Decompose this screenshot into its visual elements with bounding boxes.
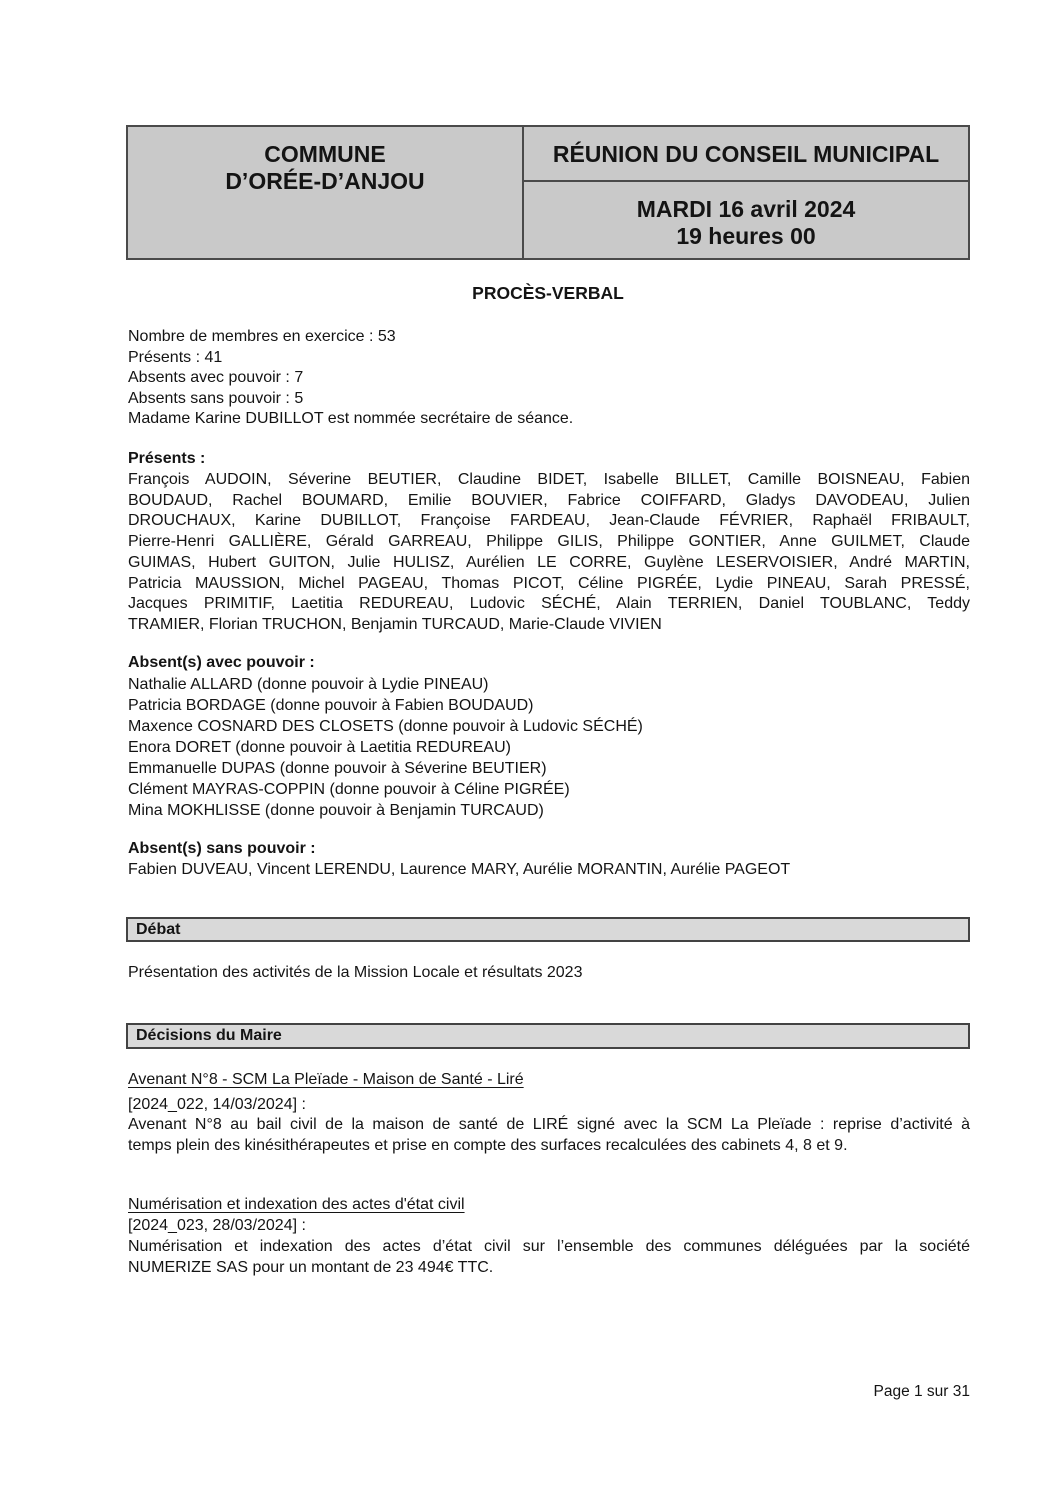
absent-avec-item: Nathalie ALLARD (donne pouvoir à Lydie PINEAU) <box>128 676 489 693</box>
presents-line: DROUCHAUX, Karine DUBILLOT, Françoise FARDEAU, Jean-Claude FÉVRIER, Raphaël FRIBAULT, <box>128 512 970 530</box>
absent-avec-item: Enora DORET (donne pouvoir à Laetitia REDUREAU) <box>128 739 511 756</box>
presents-line: BOUDAUD, Rachel BOUMARD, Emilie BOUVIER, Fabrice COIFFARD, Gladys DAVODEAU, Julien <box>128 491 970 509</box>
meeting-time: 19 heures 00 <box>676 223 816 249</box>
absents-avec-list <box>128 674 970 821</box>
decision-1-body-line: temps plein des kinésithérapeutes et prise en compte des surfaces recalculées des cabinets 4, 8 et 9. <box>128 1136 848 1154</box>
decision-2-body-line: NUMERIZE SAS pour un montant de 23 494€ TTC. <box>128 1258 494 1276</box>
absents-sans-heading: Absent(s) sans pouvoir : <box>128 840 316 857</box>
presents-line: GUIMAS, Hubert GUITON, Julie HULISZ, Aurélien LE CORRE, Guylène LESERVOISIER, André MARTIN, <box>128 553 970 571</box>
commune-cell <box>128 127 524 258</box>
decision-1-reference: [2024_022, 14/03/2024] : <box>128 1096 306 1113</box>
decision-2-body-line: Numérisation et indexation des actes d’état civil sur l’ensemble des communes déléguées par la société <box>128 1238 970 1255</box>
decision-1-title: Avenant N°8 - SCM La Pleïade - Maison de Santé - Liré <box>128 1071 524 1088</box>
meeting-cell <box>524 127 968 258</box>
decision-2-title: Numérisation et indexation des actes d'état civil <box>128 1196 465 1213</box>
stat-absents-avec: Absents avec pouvoir : 7 <box>128 369 304 386</box>
meeting-date: MARDI 16 avril 2024 <box>636 196 856 222</box>
presents-heading: Présents : <box>128 450 206 467</box>
decision-2-body <box>128 1237 970 1278</box>
document-title: PROCÈS-VERBAL <box>472 283 624 303</box>
commune-line1: COMMUNE <box>264 141 386 167</box>
absent-avec-item: Maxence COSNARD DES CLOSETS (donne pouvoir à Ludovic SÉCHÉ) <box>128 718 643 735</box>
absent-avec-item: Emmanuelle DUPAS (donne pouvoir à Séverine BEUTIER) <box>128 760 547 777</box>
page-number: Page 1 sur 31 <box>873 1383 970 1400</box>
presents-line: Jacques PRIMITIF, Laetitia REDUREAU, Ludovic SÉCHÉ, Alain TERRIEN, Daniel TOUBLANC, Teddy <box>128 595 970 613</box>
attendance-stats <box>128 327 970 430</box>
presents-line: Pierre-Henri GALLIÈRE, Gérald GARREAU, Philippe GILIS, Philippe GONTIER, Anne GUILMET, Claude <box>128 533 970 551</box>
presents-line: Patricia MAUSSION, Michel PAGEAU, Thomas PICOT, Céline PIGRÉE, Lydie PINEAU, Sarah PRESSÉ, <box>128 574 970 592</box>
absents-sans-list: Fabien DUVEAU, Vincent LERENDU, Laurence MARY, Aurélie MORANTIN, Aurélie PAGEOT <box>128 861 791 878</box>
stat-members: Nombre de membres en exercice : 53 <box>128 328 396 345</box>
absents-avec-heading: Absent(s) avec pouvoir : <box>128 654 315 671</box>
stat-secretary: Madame Karine DUBILLOT est nommée secrétaire de séance. <box>128 410 574 427</box>
absent-avec-item: Patricia BORDAGE (donne pouvoir à Fabien BOUDAUD) <box>128 697 534 714</box>
absent-avec-item: Clément MAYRAS-COPPIN (donne pouvoir à Céline PIGRÉE) <box>128 781 570 798</box>
decision-2-reference: [2024_023, 28/03/2024] : <box>128 1217 306 1234</box>
commune-line2: D’ORÉE-D’ANJOU <box>225 168 425 194</box>
debat-section-bar: Débat <box>126 917 970 942</box>
presents-line: François AUDOIN, Séverine BEUTIER, Claudine BIDET, Isabelle BILLET, Camille BOISNEAU, Fabien <box>128 471 970 488</box>
meeting-datetime <box>524 182 968 258</box>
header-table <box>126 125 970 260</box>
decisions-section-bar: Décisions du Maire <box>126 1023 970 1049</box>
stat-absents-sans: Absents sans pouvoir : 5 <box>128 389 304 407</box>
decision-1-body <box>128 1115 970 1156</box>
presents-line: TRAMIER, Florian TRUCHON, Benjamin TURCAUD, Marie-Claude VIVIEN <box>128 615 662 633</box>
absent-avec-item: Mina MOKHLISSE (donne pouvoir à Benjamin TURCAUD) <box>128 802 544 819</box>
meeting-title: RÉUNION DU CONSEIL MUNICIPAL <box>524 127 968 182</box>
stat-presents: Présents : 41 <box>128 348 223 366</box>
presents-list <box>128 470 970 636</box>
decision-1-body-line: Avenant N°8 au bail civil de la maison de santé de LIRÉ signé avec la SCM La Pleïade : reprise d’activité à <box>128 1116 970 1133</box>
debat-content: Présentation des activités de la Mission Locale et résultats 2023 <box>128 964 583 981</box>
